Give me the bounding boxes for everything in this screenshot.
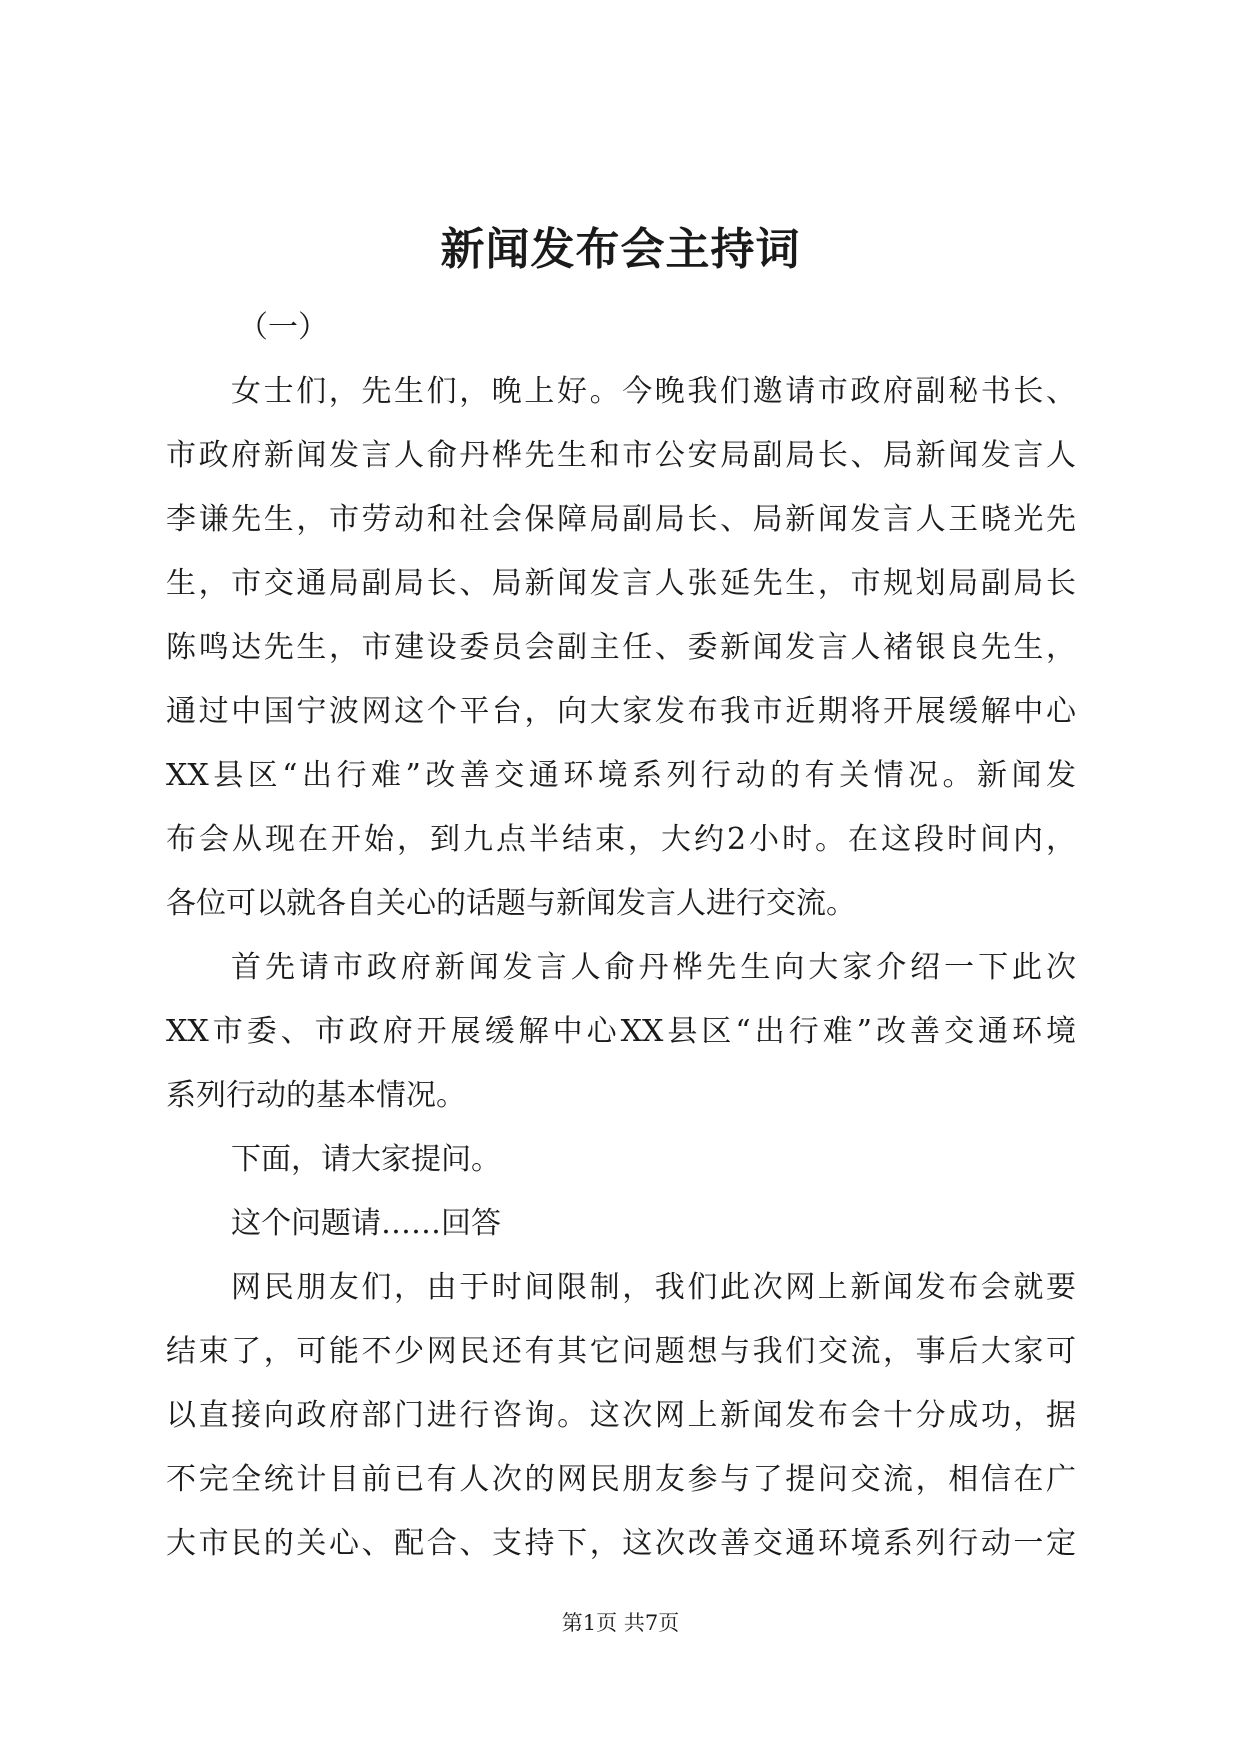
paragraph-line: 结束了，可能不少网民还有其它问题想与我们交流，事后大家可 xyxy=(166,1334,1076,1369)
paragraph-line: 这个问题请……回答 xyxy=(231,1206,501,1241)
paragraph-line: 系列行动的基本情况。 xyxy=(166,1078,466,1113)
paragraph-line: 李谦先生，市劳动和社会保障局副局长、局新闻发言人王晓光先 xyxy=(166,502,1076,537)
paragraph-line: 女士们，先生们，晚上好。今晚我们邀请市政府副秘书长、 xyxy=(231,374,1076,409)
paragraph-line: 下面，请大家提问。 xyxy=(231,1142,501,1177)
paragraph-line: XX县区“出行难”改善交通环境系列行动的有关情况。新闻发 xyxy=(166,758,1076,793)
document-title: 新闻发布会主持词 xyxy=(440,224,801,275)
paragraph-line: 通过中国宁波网这个平台，向大家发布我市近期将开展缓解中心 xyxy=(166,694,1076,729)
paragraph-line: 以直接向政府部门进行咨询。这次网上新闻发布会十分成功，据 xyxy=(166,1398,1076,1433)
paragraph-line: 网民朋友们，由于时间限制，我们此次网上新闻发布会就要 xyxy=(231,1270,1076,1305)
paragraph-line: XX市委、市政府开展缓解中心XX县区“出行难”改善交通环境 xyxy=(166,1014,1076,1049)
page-footer xyxy=(0,1608,1241,1638)
paragraph-line: 陈鸣达先生，市建设委员会副主任、委新闻发言人褚银良先生， xyxy=(166,630,1076,665)
paragraph-line: 布会从现在开始，到九点半结束，大约2小时。在这段时间内， xyxy=(166,822,1076,857)
paragraph-line: 市政府新闻发言人俞丹桦先生和市公安局副局长、局新闻发言人 xyxy=(166,438,1076,473)
paragraph-line: 首先请市政府新闻发言人俞丹桦先生向大家介绍一下此次 xyxy=(231,950,1076,985)
section-marker: （一） xyxy=(238,310,328,345)
page-number-label: 第1页 共7页 xyxy=(561,1611,680,1635)
paragraph-line: 各位可以就各自关心的话题与新闻发言人进行交流。 xyxy=(166,886,856,921)
paragraph-line: 不完全统计目前已有人次的网民朋友参与了提问交流，相信在广 xyxy=(166,1462,1076,1497)
document-body xyxy=(166,296,1076,1576)
paragraph-line: 生，市交通局副局长、局新闻发言人张延先生，市规划局副局长 xyxy=(166,566,1076,601)
paragraph-line: 大市民的关心、配合、支持下，这次改善交通环境系列行动一定 xyxy=(166,1526,1076,1561)
